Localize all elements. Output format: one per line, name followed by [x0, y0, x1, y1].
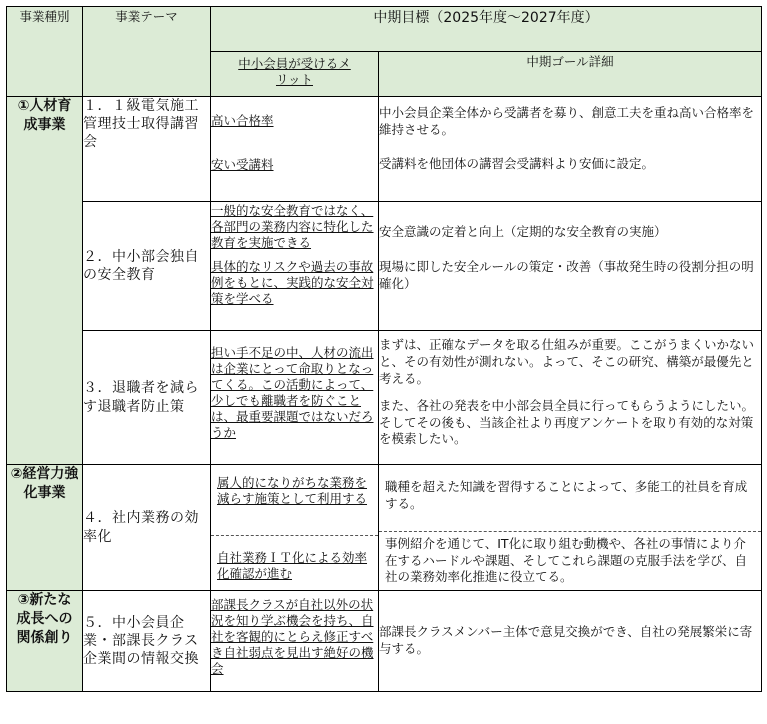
header-business-theme: 事業テーマ [83, 7, 211, 97]
goal-item: 現場に即した安全ルールの策定・改善（事故発生時の役割分担の明確化） [379, 258, 754, 291]
goal-cell [379, 465, 762, 591]
merit-cell [211, 202, 379, 331]
goal-item: 部課長クラスメンバー主体で意見交換ができ、自社の発展繁栄に寄与する。 [379, 624, 753, 656]
goal-item: 中小会員企業全体から受講者を募り、創意工夫を重ね高い合格率を維持させる。 [379, 105, 755, 137]
business-type-label: ③新たな成長への関係創り [16, 592, 73, 646]
merit-item: 部課長クラスが自社以外の状況を知り学ぶ機会を持ち、自社を客観的にとらえ修正すべき自社弱点を見出す絶好の機会 [211, 597, 374, 676]
mid-term-plan-table [6, 6, 762, 692]
theme-cell: ５．中小会員企業・部課長クラス企業間の情報交換 [83, 591, 211, 692]
business-type-growth [7, 591, 83, 692]
table-row [7, 591, 762, 692]
goal-item: 職種を超えた知識を習得することによって、多能工的社員を育成する。 [385, 479, 748, 511]
theme-cell: ３．退職者を減らす退職者防止策 [83, 331, 211, 465]
merit-item: 一般的な安全教育ではなく、各部門の業務内容に特化した教育を実施できる [211, 203, 374, 250]
merit-cell [211, 331, 379, 465]
header-member-merit-label: 中小会員が受けるメリット [238, 56, 351, 87]
merit-item: 高い合格率 [211, 113, 274, 128]
business-type-label: ②経営力強化事業 [10, 466, 79, 501]
header-member-merit [211, 52, 379, 97]
goal-cell [379, 202, 762, 331]
goal-item: 受講料を他団体の講習会受講料より安価に設定。 [379, 155, 655, 171]
theme-cell: ４．社内業務の効率化 [83, 465, 211, 591]
goal-cell [379, 591, 762, 692]
merit-item: 属人的になりがちな業務を減らす施策として利用する [217, 475, 368, 506]
table-row [7, 97, 762, 202]
header-row-1 [7, 7, 762, 52]
business-type-management [7, 465, 83, 591]
business-type-label: ①人材育成事業 [17, 98, 72, 133]
merit-cell [211, 97, 379, 202]
merit-item: 安い受講料 [211, 157, 274, 172]
goal-cell [379, 331, 762, 465]
goal-item: 安全意識の定着と向上（定期的な安全教育の実施） [379, 224, 667, 239]
merit-item: 自社業務ＩＴ化による効率化確認が進む [211, 535, 378, 590]
table-row [7, 465, 762, 591]
goal-item: 事例紹介を通じて、IT化に取り組む動機や、各社の事情により介在するハードルや課題、そしてこれら課題の克服手法を学び、自社の業務効率化推進に役立てる。 [379, 531, 761, 590]
table-row [7, 202, 762, 331]
table-row [7, 331, 762, 465]
merit-cell [211, 465, 379, 591]
theme-cell: １．１級電気施工管理技士取得講習会 [83, 97, 211, 202]
merit-item: 担い手不足の中、人材の流出は企業にとって命取りとなってくる。この活動によって、少しでも離職者を防ぐことは、最重要課題ではないだろうか [211, 345, 374, 440]
merit-cell [211, 591, 379, 692]
header-business-type: 事業種別 [7, 7, 83, 97]
merit-item: 具体的なリスクや過去の事故例をもとに、実践的な安全対策を学べる [211, 259, 374, 306]
goal-item: まずは、正確なデータを取る仕組みが重要。ここがうまくいかないと、その有効性が測れない。よって、そこの研究、構築が最優先と考える。 [379, 337, 755, 386]
header-goal-detail: 中期ゴール詳細 [379, 52, 762, 97]
goal-cell [379, 97, 762, 202]
header-mid-term-goal: 中期目標（2025年度～2027年度） [211, 7, 762, 52]
theme-cell: ２．中小部会独自の安全教育 [83, 202, 211, 331]
business-type-hr [7, 97, 83, 465]
goal-item: また、各社の発表を中小部会員全員に行ってもらうようにしたい。そしてその後も、当該企社より再度アンケートを取り有効的な対策を模索したい。 [379, 397, 755, 447]
